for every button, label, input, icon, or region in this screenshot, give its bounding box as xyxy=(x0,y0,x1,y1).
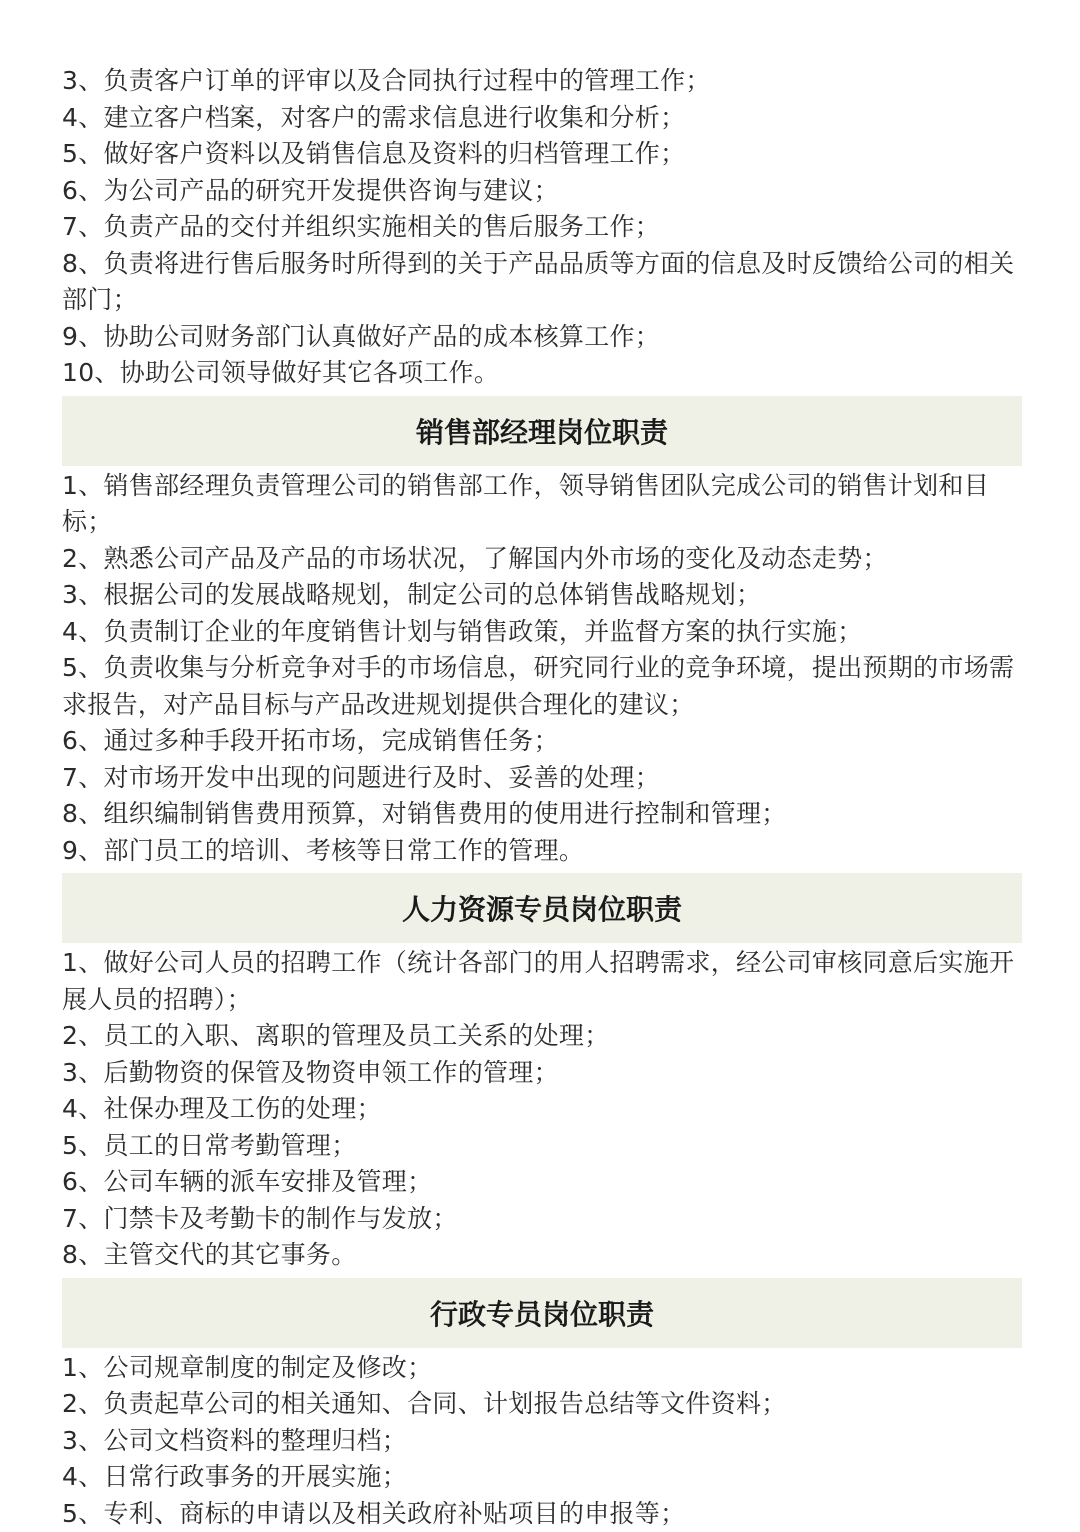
list-item: 6、通过多种手段开拓市场，完成销售任务； xyxy=(62,723,1022,760)
list-item: 3、后勤物资的保管及物资申领工作的管理； xyxy=(62,1055,1022,1092)
list-item: 3、根据公司的发展战略规划，制定公司的总体销售战略规划； xyxy=(62,577,1022,614)
list-item: 4、社保办理及工伤的处理； xyxy=(62,1091,1022,1128)
list-item: 2、负责起草公司的相关通知、合同、计划报告总结等文件资料； xyxy=(62,1386,1022,1423)
list-item: 7、对市场开发中出现的问题进行及时、妥善的处理； xyxy=(62,760,1022,797)
list-item: 7、门禁卡及考勤卡的制作与发放； xyxy=(62,1201,1022,1238)
list-item: 3、公司文档资料的整理归档； xyxy=(62,1423,1022,1460)
list-item: 4、建立客户档案，对客户的需求信息进行收集和分析； xyxy=(62,100,1022,137)
list-item: 5、专利、商标的申请以及相关政府补贴项目的申报等； xyxy=(62,1496,1022,1532)
list-item: 2、熟悉公司产品及产品的市场状况，了解国内外市场的变化及动态走势； xyxy=(62,541,1022,578)
list-item: 6、为公司产品的研究开发提供咨询与建议； xyxy=(62,173,1022,210)
list-item: 6、公司车辆的派车安排及管理； xyxy=(62,1164,1022,1201)
section-admin-specialist xyxy=(62,1278,1022,1532)
list-item: 9、部门员工的培训、考核等日常工作的管理。 xyxy=(62,833,1022,870)
list-item: 7、负责产品的交付并组织实施相关的售后服务工作； xyxy=(62,209,1022,246)
list-item: 4、负责制订企业的年度销售计划与销售政策，并监督方案的执行实施； xyxy=(62,614,1022,651)
section-sales-manager xyxy=(62,396,1022,870)
list-item: 5、负责收集与分析竞争对手的市场信息，研究同行业的竞争环境，提出预期的市场需求报告，对产品目标与产品改进规划提供合理化的建议； xyxy=(62,650,1022,723)
intro-list xyxy=(62,63,1022,392)
section-title: 行政专员岗位职责 xyxy=(62,1278,1022,1348)
list-item: 8、负责将进行售后服务时所得到的关于产品品质等方面的信息及时反馈给公司的相关部门； xyxy=(62,246,1022,319)
list-item: 1、做好公司人员的招聘工作（统计各部门的用人招聘需求，经公司审核同意后实施开展人员的招聘）； xyxy=(62,945,1022,1018)
list-item: 1、销售部经理负责管理公司的销售部工作，领导销售团队完成公司的销售计划和目标； xyxy=(62,468,1022,541)
section-hr-specialist xyxy=(62,873,1022,1274)
list-item: 8、主管交代的其它事务。 xyxy=(62,1237,1022,1274)
list-item: 1、公司规章制度的制定及修改； xyxy=(62,1350,1022,1387)
list-item: 5、做好客户资料以及销售信息及资料的归档管理工作； xyxy=(62,136,1022,173)
list-item: 2、员工的入职、离职的管理及员工关系的处理； xyxy=(62,1018,1022,1055)
list-item: 10、协助公司领导做好其它各项工作。 xyxy=(62,355,1022,392)
list-item: 8、组织编制销售费用预算，对销售费用的使用进行控制和管理； xyxy=(62,796,1022,833)
list-item: 3、负责客户订单的评审以及合同执行过程中的管理工作； xyxy=(62,63,1022,100)
section-title: 人力资源专员岗位职责 xyxy=(62,873,1022,943)
list-item: 9、协助公司财务部门认真做好产品的成本核算工作； xyxy=(62,319,1022,356)
list-item: 4、日常行政事务的开展实施； xyxy=(62,1459,1022,1496)
list-item: 5、员工的日常考勤管理； xyxy=(62,1128,1022,1165)
section-title: 销售部经理岗位职责 xyxy=(62,396,1022,466)
document-page xyxy=(62,63,1022,1532)
